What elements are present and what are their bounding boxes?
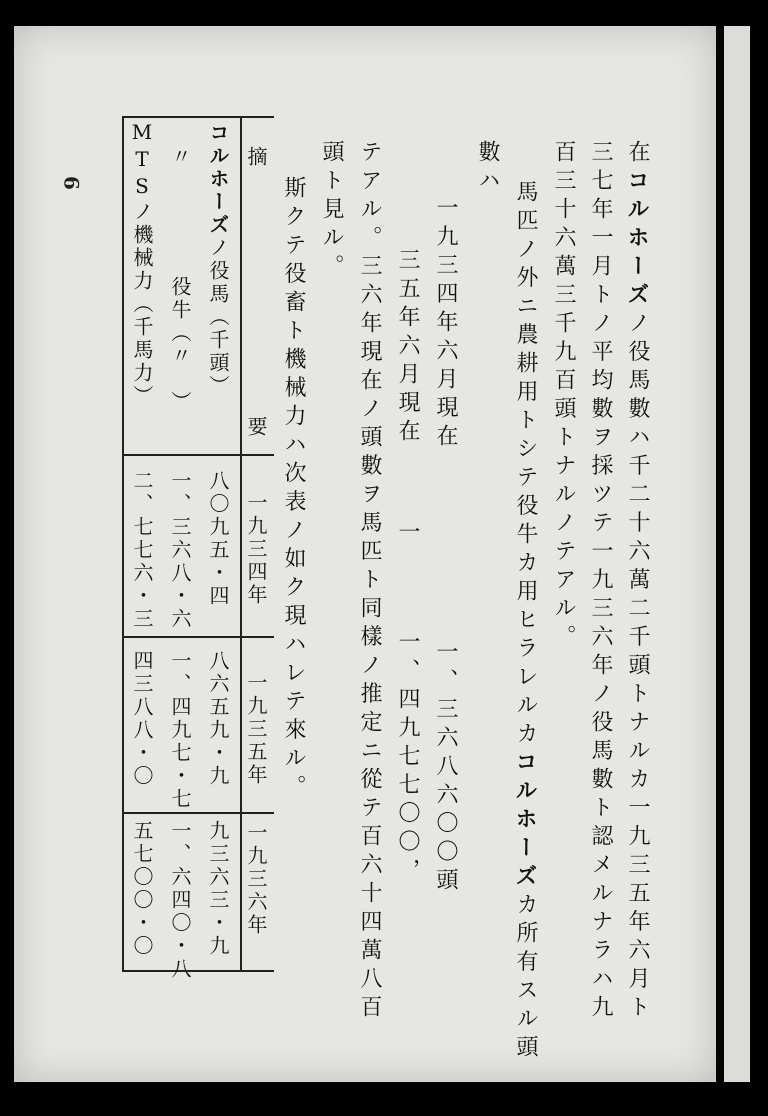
row-oxen-1935: 一、四九七・七 bbox=[168, 650, 192, 811]
table-rule-3 bbox=[122, 812, 274, 814]
header-item: 摘 bbox=[244, 146, 268, 169]
figure-label-1934: 一九三四年六月現在 bbox=[433, 196, 458, 453]
figure-label-1935: 三五年六月現在 bbox=[395, 248, 420, 448]
body-line-7: 頭ト見ル。 bbox=[319, 140, 344, 283]
body-line-1: 在コルホーズノ役馬數ハ千二十六萬二千頭トナルカ一九三五年六月ト bbox=[624, 140, 650, 1024]
page-number: 9 bbox=[60, 176, 84, 190]
row-mts-label: MTSノ機械力（千馬力） bbox=[130, 120, 154, 408]
row-horses-label: コルホーズノ役馬（千頭） bbox=[206, 122, 230, 398]
body-line-2: 三七年一月トノ平均數ヲ採ツテ一九三六年ノ役馬數ト認メルナラハ九 bbox=[588, 140, 613, 1024]
page-edge bbox=[716, 26, 724, 1082]
table-top-rule bbox=[122, 116, 274, 118]
data-table bbox=[122, 116, 274, 981]
figure-dash-1935: 一 bbox=[395, 520, 420, 549]
body-line-6: テアル。三六年現在ノ頭數ヲ馬匹ト同樣ノ推定ニ從テ百六十四萬八百 bbox=[357, 140, 382, 1024]
row-oxen-ditto: 〃 bbox=[168, 146, 192, 169]
row-horses-1934: 八〇九五・四 bbox=[206, 470, 230, 608]
figure-value-1934: 一、三六八六〇〇頭 bbox=[433, 640, 458, 897]
row-oxen-1934: 一、三六八・六 bbox=[168, 470, 192, 631]
table-bottom-rule bbox=[122, 970, 274, 972]
table-rule-1 bbox=[122, 454, 274, 456]
header-1936: 一九三六年 bbox=[244, 822, 268, 937]
body-line-5: 數ハ bbox=[475, 140, 500, 197]
header-1934: 一九三四年 bbox=[244, 492, 268, 607]
body-line-3: 百三十六萬三千九百頭トナルノテアル。 bbox=[551, 140, 576, 653]
body-line-8: 斯クテ役畜ト機械力ハ次表ノ如ク現ハレテ來ル。 bbox=[281, 176, 306, 803]
figure-value-1935: 一、四九七七〇〇， bbox=[395, 630, 420, 887]
row-mts-1936: 五七〇〇・〇 bbox=[130, 820, 154, 958]
body-line-4: 馬匹ノ外ニ農耕用トシテ役牛カ用ヒラレルカコルホーズカ所有スル頭 bbox=[512, 180, 538, 1064]
header-item-2: 要 bbox=[244, 416, 268, 439]
row-mts-1934: 二、七七六・三 bbox=[130, 470, 154, 631]
row-horses-1936: 九三六三・九 bbox=[206, 820, 230, 958]
table-rule-2 bbox=[122, 636, 274, 638]
row-mts-1935: 四三八八・〇 bbox=[130, 650, 154, 788]
table-left-rule bbox=[122, 116, 124, 972]
row-oxen-1936: 一、六四〇・八 bbox=[168, 820, 192, 981]
header-1935: 一九三五年 bbox=[244, 672, 268, 787]
row-oxen-label: 役牛（〃 ） bbox=[168, 276, 192, 414]
right-margin bbox=[724, 26, 750, 1082]
row-horses-1935: 八六五九・九 bbox=[206, 650, 230, 788]
